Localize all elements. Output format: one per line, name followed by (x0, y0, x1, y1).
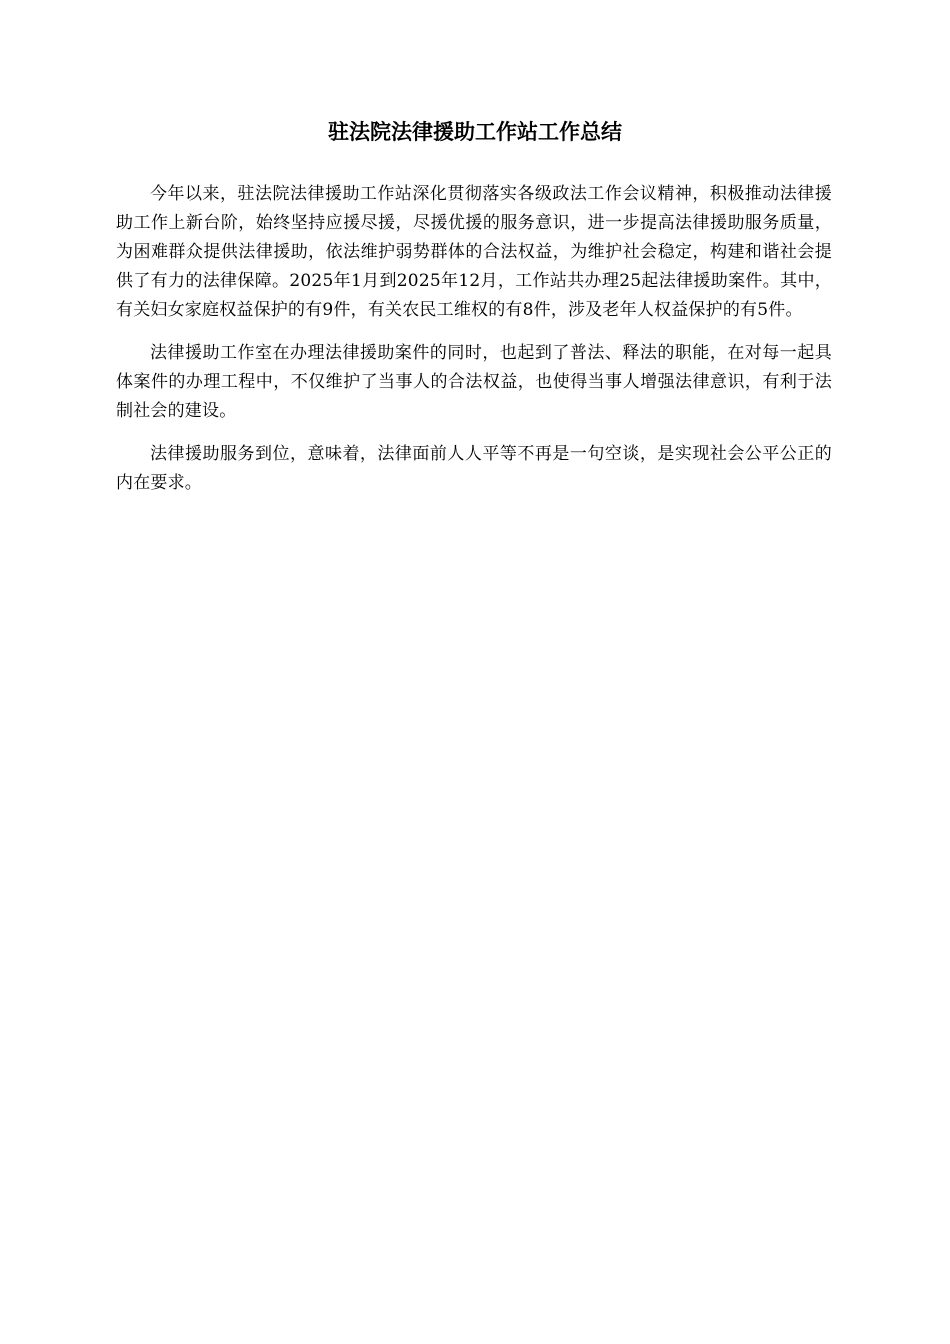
document-title: 驻法院法律援助工作站工作总结 (328, 120, 622, 144)
paragraph-1: 今年以来，驻法院法律援助工作站深化贯彻落实各级政法工作会议精神，积极推动法律援助工作上新台阶，始终坚持应援尽援，尽援优援的服务意识，进一步提高法律援助服务质量，为困难群众提供法律援助，依法维护弱势群体的合法权益，为维护社会稳定，构建和谐社会提供了有力的法律保障。2025年1月到2025年12月，工作站共办理25起法律援助案件。其中，有关妇女家庭权益保护的有9件，有关农民工维权的有8件，涉及老年人权益保护的有5件。 (116, 184, 832, 320)
paragraph-3: 法律援助服务到位，意味着，法律面前人人平等不再是一句空谈，是实现社会公平公正的内在要求。 (116, 444, 832, 493)
document-body (116, 180, 832, 512)
paragraph-2: 法律援助工作室在办理法律援助案件的同时，也起到了普法、释法的职能，在对每一起具体案件的办理工程中，不仅维护了当事人的合法权益，也使得当事人增强法律意识，有利于法制社会的建设。 (116, 343, 832, 421)
